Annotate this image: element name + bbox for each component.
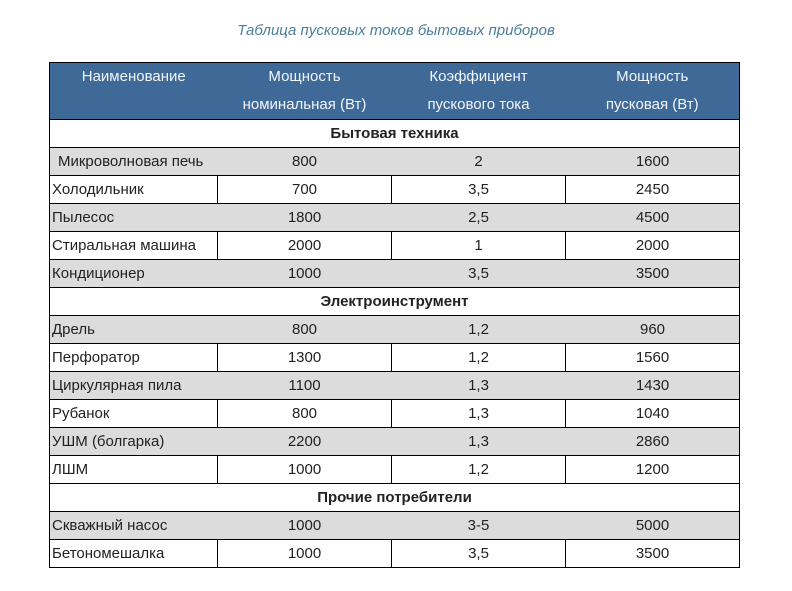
cell-start: 2450 [566, 176, 740, 204]
table-row [50, 260, 740, 288]
cell-start: 3500 [566, 540, 740, 568]
section-title: Бытовая техника [50, 120, 740, 148]
section-title: Прочие потребители [50, 484, 740, 512]
cell-nominal: 1000 [218, 512, 392, 540]
starting-current-table [49, 62, 740, 568]
cell-start: 1430 [566, 372, 740, 400]
cell-coef: 2,5 [392, 204, 566, 232]
cell-start: 1560 [566, 344, 740, 372]
cell-start: 5000 [566, 512, 740, 540]
cell-name: ЛШМ [50, 456, 218, 484]
table-row [50, 148, 740, 176]
cell-nominal: 800 [218, 148, 392, 176]
cell-nominal: 1000 [218, 260, 392, 288]
table-row [50, 232, 740, 260]
header-label-line2: номинальная (Вт) [242, 96, 367, 113]
cell-start: 4500 [566, 204, 740, 232]
header-name [50, 63, 218, 120]
cell-start: 1200 [566, 456, 740, 484]
header-label-line1: Коэффициент [429, 68, 528, 85]
cell-coef: 3,5 [392, 260, 566, 288]
cell-nominal: 1000 [218, 540, 392, 568]
cell-coef: 1,2 [392, 456, 566, 484]
cell-coef: 1,2 [392, 316, 566, 344]
section-row-power-tools [50, 288, 740, 316]
section-row-household [50, 120, 740, 148]
cell-nominal: 800 [218, 316, 392, 344]
table-row [50, 176, 740, 204]
cell-coef: 1,3 [392, 400, 566, 428]
cell-name: Стиральная машина [50, 232, 218, 260]
cell-name: Скважный насос [50, 512, 218, 540]
cell-nominal: 800 [218, 400, 392, 428]
cell-coef: 3,5 [392, 540, 566, 568]
cell-name: Дрель [50, 316, 218, 344]
cell-coef: 2 [392, 148, 566, 176]
table-row [50, 204, 740, 232]
section-title: Электроинструмент [50, 288, 740, 316]
table-row [50, 512, 740, 540]
section-row-other [50, 484, 740, 512]
header-name-label: Наименование [81, 68, 186, 85]
cell-coef: 1,2 [392, 344, 566, 372]
header-label-line1: Мощность [616, 68, 689, 85]
cell-nominal: 1800 [218, 204, 392, 232]
cell-name: Микроволновая печь [50, 148, 218, 176]
table-row [50, 372, 740, 400]
table-row [50, 344, 740, 372]
cell-name: УШМ (болгарка) [50, 428, 218, 456]
header-label-line1: Мощность [268, 68, 341, 85]
cell-coef: 3,5 [392, 176, 566, 204]
table-row [50, 540, 740, 568]
cell-name: Рубанок [50, 400, 218, 428]
cell-name: Бетономешалка [50, 540, 218, 568]
cell-coef: 3-5 [392, 512, 566, 540]
cell-nominal: 2000 [218, 232, 392, 260]
cell-name: Пылесос [50, 204, 218, 232]
cell-nominal: 1000 [218, 456, 392, 484]
cell-name: Холодильник [50, 176, 218, 204]
table-row [50, 456, 740, 484]
cell-start: 3500 [566, 260, 740, 288]
cell-start: 2000 [566, 232, 740, 260]
cell-name: Циркулярная пила [50, 372, 218, 400]
table-row [50, 400, 740, 428]
cell-start: 2860 [566, 428, 740, 456]
cell-nominal: 700 [218, 176, 392, 204]
header-label-line2: пускового тока [427, 96, 530, 113]
header-coefficient [392, 63, 566, 120]
table-row [50, 428, 740, 456]
table-row [50, 316, 740, 344]
header-nominal-power [218, 63, 392, 120]
cell-start: 1040 [566, 400, 740, 428]
cell-coef: 1,3 [392, 372, 566, 400]
table-body [50, 120, 740, 568]
table-header [50, 63, 740, 120]
table-caption: Таблица пусковых токов бытовых приборов [237, 22, 555, 39]
cell-nominal: 1100 [218, 372, 392, 400]
header-label-line2: пусковая (Вт) [605, 96, 699, 113]
header-starting-power [566, 63, 740, 120]
cell-nominal: 2200 [218, 428, 392, 456]
cell-name: Перфоратор [50, 344, 218, 372]
cell-start: 1600 [566, 148, 740, 176]
cell-name: Кондиционер [50, 260, 218, 288]
cell-start: 960 [566, 316, 740, 344]
cell-nominal: 1300 [218, 344, 392, 372]
cell-coef: 1,3 [392, 428, 566, 456]
cell-coef: 1 [392, 232, 566, 260]
